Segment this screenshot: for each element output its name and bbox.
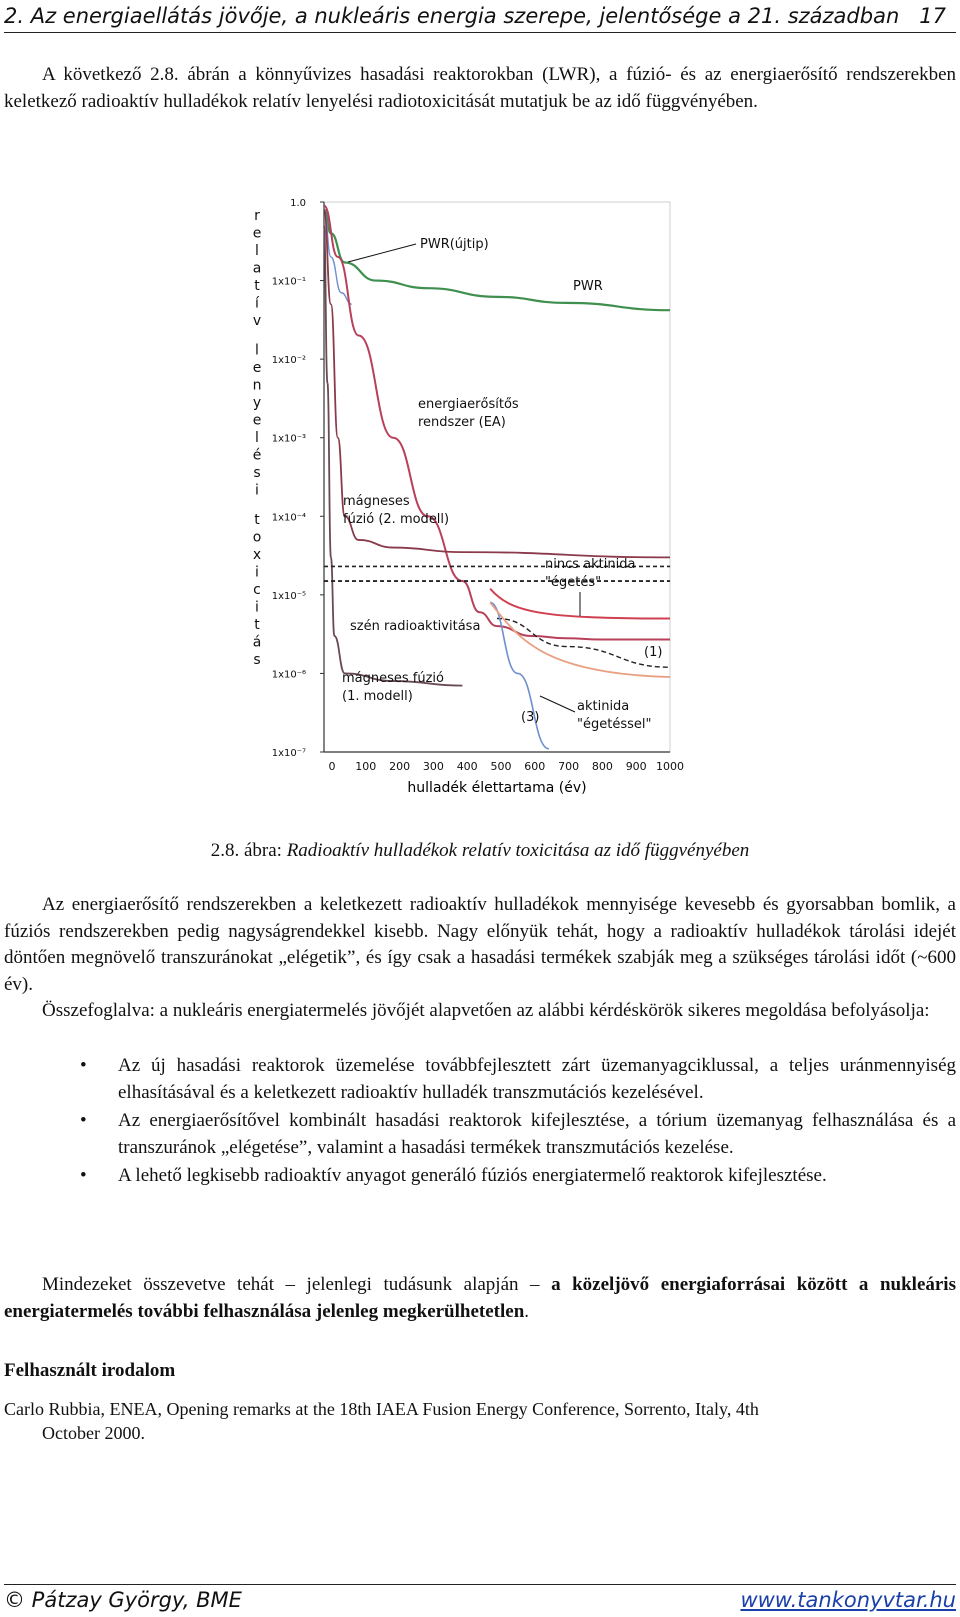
ylabel-letter: c xyxy=(253,582,261,598)
bullet-list xyxy=(80,1053,956,1192)
chart-annotation: mágneses xyxy=(343,494,410,509)
x-tick-label: 400 xyxy=(456,760,478,773)
caption-number: 2.8. ábra xyxy=(210,840,277,861)
page-number: 17 xyxy=(919,4,946,28)
bullet-icon: • xyxy=(80,1055,87,1076)
paragraph-3-bold: a közeljövő energiaforrásai között a nukleáris energiatermelés további felhasználása jelenleg megkerülhetetlen xyxy=(4,1274,956,1322)
annotation-arrow xyxy=(348,244,416,262)
x-tick-label: 700 xyxy=(558,760,580,773)
x-tick-label: 200 xyxy=(389,760,411,773)
chart-annotation: "égetés" xyxy=(545,575,602,590)
chart-ylabel xyxy=(253,208,262,668)
chart-annotation: (3) xyxy=(521,710,540,725)
chart-annotation: (1. modell) xyxy=(342,689,413,704)
ylabel-letter: o xyxy=(252,529,262,546)
ylabel-letter: l xyxy=(255,243,259,259)
chart-annotation: fúzió (2. modell) xyxy=(343,512,450,527)
figure-caption: 2.8. ábra: Radioaktív hulladékok relatív toxicitása az idő függvényében xyxy=(210,840,750,861)
x-tick-label: 500 xyxy=(490,760,512,773)
ylabel-letter: r xyxy=(254,208,260,224)
ylabel-letter: e xyxy=(252,412,262,429)
ylabel-letter: i xyxy=(255,482,259,499)
y-tick-label: 1x10⁻⁵ xyxy=(271,590,306,602)
y-tick-label: 1x10⁻⁴ xyxy=(271,512,306,524)
list-item-text: Az új hasadási reaktorok üzemelése továbbfejlesztett zárt üzemanyagciklussal, a teljes uránmennyiség elhasításával és a keletkezett radioaktív hulladék transzmutációs kezelésével. xyxy=(118,1055,956,1103)
x-tick-label: 800 xyxy=(591,760,613,773)
chart-annotation: szén radioaktivitása xyxy=(350,619,481,634)
list-item xyxy=(80,1163,956,1190)
paragraph-1-text: Az energiaerősítő rendszerekben a keletkezett radioaktív hulladékok mennyisége kevesebb és gyorsabban bomlik, a fúziós rendszerekben pedig nagyságrendekkel kisebb. Nagy előnyük tehát, hogy a radioaktív hulladékok tárolási idejét döntően megnövelő transzuránokat „elégetik”, és így csak a hasadási termékek szabják meg a szükséges tárolási időt (~600 év). xyxy=(4,894,956,995)
chart-annotation: rendszer (EA) xyxy=(418,415,506,430)
ylabel-letter: i xyxy=(255,564,259,581)
list-item-text: Az energiaerősítővel kombinált hasadási reaktorok kifejlesztése, a tórium üzemanyag felhasználása és a transzuránok „elégetése”, valamint a hasadási termékek transzmutációs kezelése. xyxy=(118,1110,956,1158)
y-tick-label: 1.0 xyxy=(290,198,306,209)
series-line xyxy=(324,210,670,311)
footer-link[interactable]: www.tankonyvtar.hu xyxy=(740,1588,956,1612)
chart-annotation: PWR xyxy=(573,279,603,294)
ylabel-letter: v xyxy=(252,313,262,329)
reference-line-1: Carlo Rubbia, ENEA, Opening remarks at the 18th IAEA Fusion Energy Conference, Sorrento, Italy, 4th xyxy=(4,1399,759,1419)
chart-annotation: energiaerősítős xyxy=(418,397,519,412)
x-tick-label: 0 xyxy=(328,760,336,773)
paragraph-1 xyxy=(4,892,956,998)
y-tick-label: 1x10⁻³ xyxy=(271,433,306,445)
ylabel-letter: t xyxy=(254,617,260,633)
page-header xyxy=(4,0,956,33)
x-tick-label: 300 xyxy=(422,760,444,773)
y-tick-label: 1x10⁻¹ xyxy=(271,276,306,288)
list-item xyxy=(80,1053,956,1106)
y-tick-label: 1x10⁻⁶ xyxy=(271,669,306,681)
references-heading: Felhasznált irodalom xyxy=(4,1360,176,1381)
x-tick-label: 600 xyxy=(524,760,546,773)
chart-annotation: aktinida xyxy=(577,699,630,714)
intro-paragraph xyxy=(4,62,956,115)
paragraph-2-text: Összefoglalva: a nukleáris energiatermelés jövőjét alapvetően az alábbi kérdéskörök sikeres megoldása befolyásolja: xyxy=(42,1000,930,1021)
paragraph-3-text: Mindezeket összevetve tehát – jelenlegi tudásunk alapján – xyxy=(42,1274,552,1295)
bullet-icon: • xyxy=(80,1110,87,1131)
ylabel-letter: s xyxy=(253,465,261,481)
paragraph-3-end: . xyxy=(524,1300,530,1322)
series-line xyxy=(490,602,549,748)
bullet-icon: • xyxy=(80,1165,87,1186)
ylabel-letter: x xyxy=(252,547,262,563)
ylabel-letter: á xyxy=(252,634,262,651)
reference-item xyxy=(4,1397,956,1445)
header-title: 2. Az energiaellátás jövője, a nukleáris energia szerepe, jelentősége a 21. században xyxy=(4,4,900,28)
ylabel-letter: n xyxy=(252,377,262,394)
ylabel-letter: t xyxy=(254,278,260,294)
intro-text: A következő 2.8. ábrán a könnyűvizes hasadási reaktorokban (LWR), a fúzió- és az energiaerősítő rendszerekben keletkező radioaktív hulladékok relatív lenyelési radiotoxicitását mutatjuk be az idő függvényében. xyxy=(4,64,956,112)
chart-xlabel: hulladék élettartama (év) xyxy=(407,780,587,796)
reference-line-2: October 2000. xyxy=(42,1423,145,1443)
ylabel-letter: e xyxy=(252,360,262,376)
list-item-text: A lehető legkisebb radioaktív anyagot generáló fúziós energiatermelő reaktorok kifejlesztése. xyxy=(118,1165,827,1186)
paragraph-3 xyxy=(4,1272,956,1325)
annotation-arrow xyxy=(540,696,575,712)
ylabel-letter: é xyxy=(252,447,262,464)
y-tick-label: 1x10⁻⁷ xyxy=(271,748,306,759)
ylabel-letter: a xyxy=(252,260,262,277)
caption-text: Radioaktív hulladékok relatív toxicitása az idő függvényében xyxy=(286,840,750,861)
ylabel-letter: s xyxy=(253,652,261,668)
plot-frame xyxy=(324,202,670,752)
chart-annotation: nincs aktinida xyxy=(545,557,636,572)
chart-annotation: (1) xyxy=(644,645,663,660)
y-tick-label: 1x10⁻² xyxy=(271,355,306,367)
toxicity-chart xyxy=(240,190,710,830)
list-item xyxy=(80,1108,956,1161)
chart-annotation: "égetéssel" xyxy=(577,717,652,732)
ylabel-letter: t xyxy=(254,512,260,528)
ylabel-letter: í xyxy=(255,295,259,312)
ylabel-letter: i xyxy=(255,599,259,616)
ylabel-letter: e xyxy=(252,225,262,242)
x-tick-label: 1000 xyxy=(656,760,684,773)
ylabel-letter: l xyxy=(255,430,259,446)
page-footer xyxy=(4,1584,956,1615)
ylabel-letter: y xyxy=(252,395,262,411)
chart-annotation: mágneses fúzió xyxy=(342,671,445,686)
paragraph-2 xyxy=(4,998,956,1025)
x-tick-label: 900 xyxy=(625,760,647,773)
ylabel-letter: l xyxy=(255,342,259,359)
footer-author: © Pátzay György, BME xyxy=(4,1588,242,1612)
x-tick-label: 100 xyxy=(355,760,377,773)
chart-annotation: PWR(újtip) xyxy=(420,237,489,252)
